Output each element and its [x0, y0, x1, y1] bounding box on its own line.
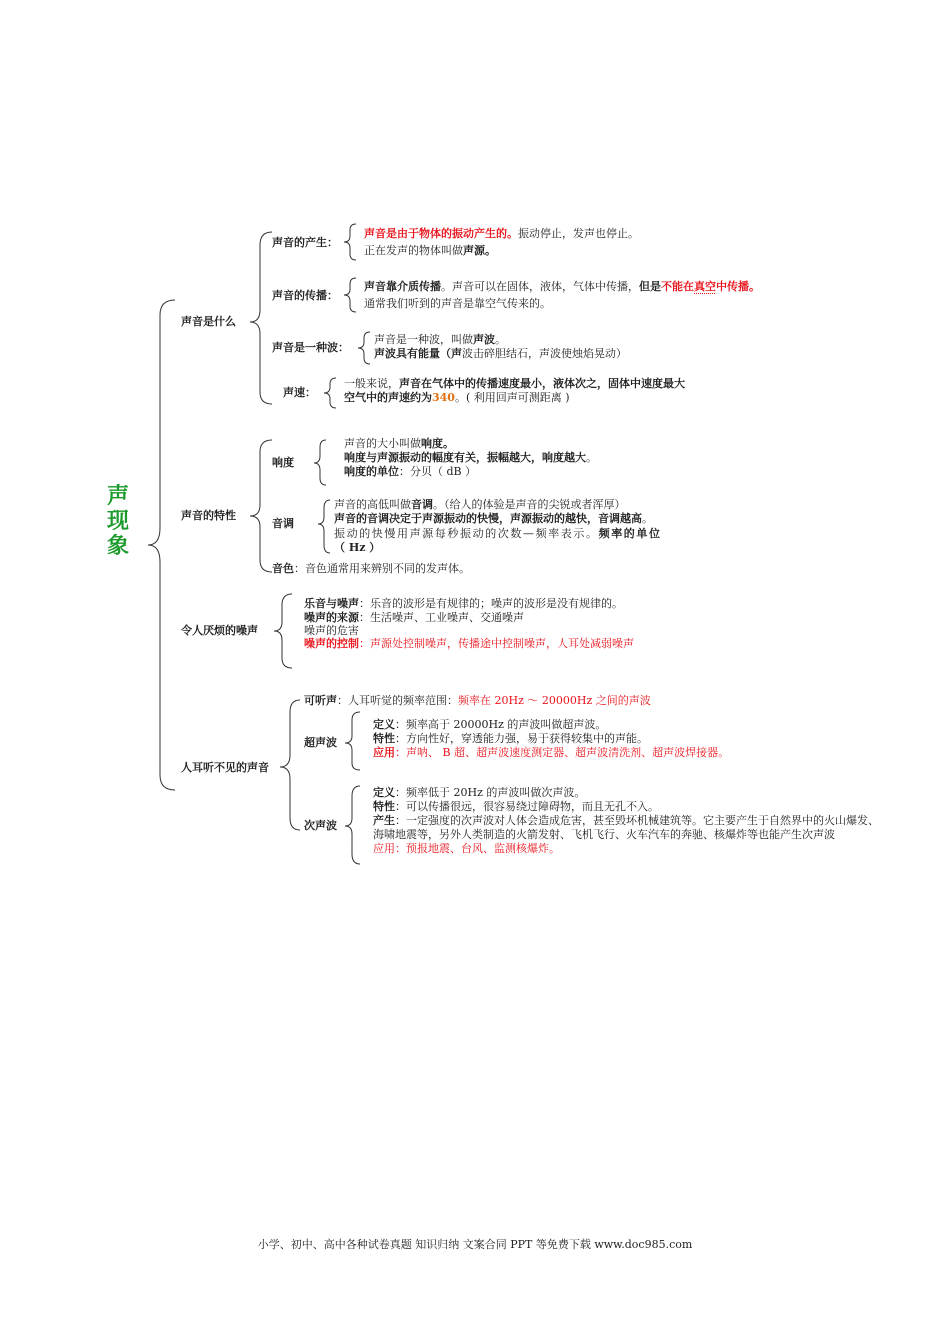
section-noise-label: 令人厌烦的噪声 [181, 624, 258, 637]
speed-air-text: 空气中的声速约为 [344, 391, 432, 404]
pitch-line-3 [334, 527, 662, 541]
section-traits-label: 声音的特性 [181, 509, 236, 522]
speed-rule: 声音在气体中的传播速度最小，液体次之，固体中速度最大 [399, 377, 685, 390]
pitch-line-2 [334, 512, 653, 526]
loudness-unit-term: 响度的单位 [344, 465, 399, 478]
speed-intro: 一般来说， [344, 377, 399, 390]
wave-line-1 [374, 333, 506, 347]
pitch-note: 。（给人的体验是声音的尖锐或者浑厚） [433, 498, 626, 511]
propagation-line-1 [364, 280, 760, 294]
loudness-rule: 响度与声源振动的幅度有关，振幅越大，响度越大 [344, 451, 586, 464]
production-red-text: 声音是由于物体的振动产生的。 [364, 227, 518, 240]
propagation-line-2: 通常我们听到的声音是靠空气传来的。 [364, 297, 551, 310]
pitch-label: 音调 [272, 517, 294, 530]
noise-line-2 [304, 611, 524, 625]
infrasonic-line-5: 应用：预报地震、台风、监测核爆炸。 [373, 842, 560, 855]
ultrasonic-use-term: 应用 [373, 746, 395, 759]
noise-control-term: 噪声的控制 [304, 637, 359, 650]
page-title-char-2: 象 [106, 534, 129, 559]
brace-production [344, 224, 356, 260]
noise-music-term: 乐音与噪声 [304, 597, 359, 610]
production-rest-text: 振动停止，发声也停止。 [518, 227, 639, 240]
ultrasonic-line-2 [373, 732, 648, 746]
pitch-line-1 [334, 498, 626, 512]
brace-speed [324, 378, 336, 408]
noise-source-term: 噪声的来源 [304, 611, 359, 624]
timbre-line [272, 562, 470, 576]
wave-label: 声音是一种波： [272, 341, 349, 354]
audible-text: ：人耳听觉的频率范围： [337, 694, 458, 707]
ultrasonic-trait: ：方向性好，穿透能力强，易于获得较集中的声能。 [395, 732, 648, 745]
brace-inaudible [280, 700, 300, 830]
ultrasonic-line-1 [373, 718, 606, 732]
production-line-1 [364, 227, 639, 241]
pitch-freq-text: 振动的快慢用声源每秒振动的次数—频率表示。 [334, 527, 599, 540]
brace-infrasonic [345, 786, 360, 864]
pitch-term: 音调 [411, 498, 433, 511]
page-title [103, 484, 133, 559]
timbre-label: 音色 [272, 562, 294, 575]
pitch-freq-unit-term: 频率的单位 [598, 527, 662, 540]
loudness-line-1 [344, 437, 454, 451]
infrasonic-trait: ：可以传播很远，很容易绕过障碍物，而且无孔不入。 [395, 800, 659, 813]
brace-what [250, 232, 272, 404]
audible-label: 可听声 [304, 694, 337, 707]
section-inaudible-label: 人耳听不见的声音 [181, 761, 269, 774]
brace-noise [274, 594, 292, 668]
wave-period: 。 [495, 333, 506, 346]
infrasonic-line-3 [373, 814, 879, 828]
production-line-2 [364, 244, 496, 258]
propagation-vacuum: 真空 [694, 280, 716, 293]
pitch-line-4: （ Hz ） [334, 541, 381, 554]
propagation-vacuum-end: 中传播。 [716, 280, 760, 293]
infrasonic-def-term: 定义 [373, 786, 395, 799]
propagation-label: 声音的传播： [272, 289, 338, 302]
propagation-medium-text: 。声音可以在固体，液体，气体中传播， [441, 280, 639, 293]
speed-value: 340 [432, 391, 455, 404]
noise-line-3: 噪声的危害 [304, 624, 359, 637]
page-title-char-0: 声 [106, 484, 129, 509]
wave-energy-term: 声波具有能量（声 [374, 347, 462, 360]
production-source-term: 声源。 [463, 244, 496, 257]
propagation-medium-term: 声音靠介质传播 [364, 280, 441, 293]
section-what-label: 声音是什么 [181, 315, 236, 328]
loudness-line-2 [344, 451, 597, 465]
brace-propagation [344, 278, 356, 312]
ultrasonic-label: 超声波 [304, 736, 337, 749]
ultrasonic-def: ：频率高于 20000Hz 的声波叫做超声波。 [395, 718, 607, 731]
speed-line-1 [344, 377, 685, 391]
speed-echo-text: 。( 利用回声可测距离 ) [454, 391, 570, 404]
pitch-def: 声音的高低叫做 [334, 498, 411, 511]
wave-energy-text: 波击碎胆结石，声波使烛焰晃动） [462, 347, 627, 360]
ultrasonic-line-3 [373, 746, 729, 760]
noise-line-4 [304, 637, 634, 651]
loudness-label: 响度 [272, 456, 294, 469]
loudness-def: 声音的大小叫做 [344, 437, 421, 450]
infrasonic-line-1 [373, 786, 585, 800]
wave-line-2 [374, 347, 627, 361]
infrasonic-line-2 [373, 800, 659, 814]
propagation-but: 但是 [639, 280, 661, 293]
noise-control-text: ：声源处控制噪声，传播途中控制噪声，人耳处减弱噪声 [359, 637, 634, 650]
loudness-period: 。 [586, 451, 597, 464]
brace-pitch [318, 500, 330, 553]
noise-source-text: ：生活噪声、工业噪声、交通噪声 [359, 611, 524, 624]
infrasonic-trait-term: 特性 [373, 800, 395, 813]
speed-line-2 [344, 391, 570, 405]
production-source-text: 正在发声的物体叫做 [364, 244, 463, 257]
brace-traits [250, 440, 272, 572]
infrasonic-origin-term: 产生 [373, 814, 395, 827]
timbre-text: ：音色通常用来辨别不同的发声体。 [294, 562, 470, 575]
pitch-rule: 声音的音调决定于声源振动的快慢，声源振动的越快，音调越高 [334, 512, 642, 525]
wave-text: 声音是一种波，叫做 [374, 333, 473, 346]
brace-ultrasonic [345, 712, 360, 770]
ultrasonic-use: ：声呐、 B 超、超声波速度测定器、超声波清洗剂、超声波焊接器。 [395, 746, 730, 759]
infrasonic-line-4: 海啸地震等，另外人类制造的火箭发射、飞机飞行、火车汽车的奔驰、核爆炸等也能产生次声波 [373, 828, 835, 841]
propagation-cannot: 不能在 [661, 280, 694, 293]
production-label: 声音的产生： [272, 236, 338, 249]
infrasonic-label: 次声波 [304, 819, 337, 832]
wave-term: 声波 [473, 333, 495, 346]
main-brace [148, 300, 175, 790]
noise-music-text: ：乐音的波形是有规律的；噪声的波形是没有规律的。 [359, 597, 623, 610]
infrasonic-origin: ：一定强度的次声波对人体会造成危害，甚至毁坏机械建筑等。它主要产生于自然界中的火山爆发、 [395, 814, 879, 827]
ultrasonic-trait-term: 特性 [373, 732, 395, 745]
brace-wave [358, 332, 370, 364]
ultrasonic-def-term: 定义 [373, 718, 395, 731]
speed-label: 声速： [283, 386, 316, 399]
page-title-char-1: 现 [106, 509, 129, 534]
infrasonic-def: ：频率低于 20Hz 的声波叫做次声波。 [395, 786, 586, 799]
loudness-unit: ：分贝（ dB ） [399, 465, 477, 478]
footer-download-note[interactable]: 小学、初中、高中各种试卷真题 知识归纳 文案合同 PPT 等免费下载 www.doc985.com [257, 1238, 693, 1251]
audible-range: 频率在 20Hz ～ 20000Hz 之间的声波 [458, 694, 651, 707]
noise-line-1 [304, 597, 623, 611]
loudness-term: 响度。 [421, 437, 454, 450]
brace-loudness [314, 440, 326, 485]
loudness-line-3 [344, 465, 476, 479]
audible-line [304, 694, 651, 708]
pitch-period: 。 [642, 512, 653, 525]
